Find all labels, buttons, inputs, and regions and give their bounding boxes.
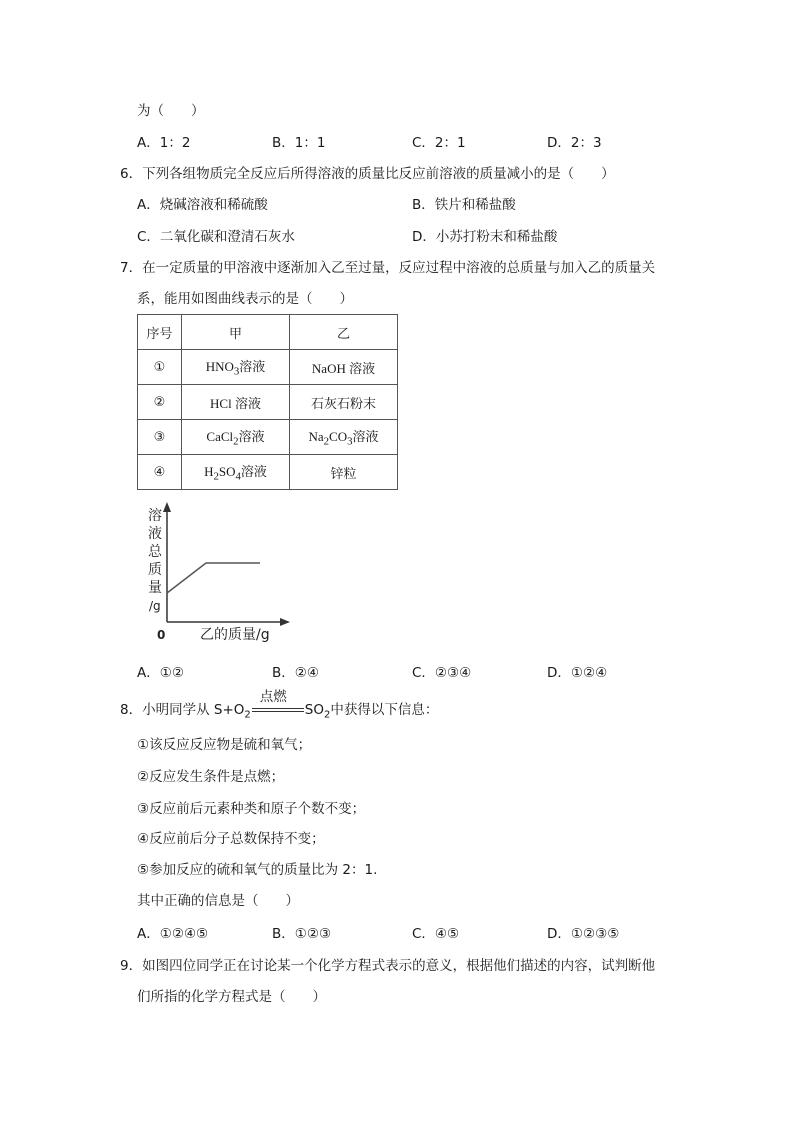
q8-stem-pre: 8．小明同学从 S+O (120, 702, 245, 718)
q8-item-2: ②反应发生条件是点燃； (137, 769, 285, 785)
q8-option-b: B．①②③ (272, 926, 332, 942)
q6-option-a: A．烧碱溶液和稀硫酸 (137, 197, 268, 213)
row-jia: $H_2SO_4$溶液 (182, 455, 290, 490)
table-header-jia: 甲 (182, 315, 290, 350)
y-label-char: 溶 (148, 508, 162, 524)
q5-option-b: B．1：1 (272, 135, 326, 151)
q8-reaction-arrow (251, 689, 305, 718)
q8-stem (120, 689, 439, 726)
q5-option-c: C．2：1 (412, 135, 466, 151)
row-jia: CaCl$_2$溶液 (182, 420, 290, 455)
y-label-char: 液 (148, 526, 162, 542)
q5-stem-tail: 为（ ） (137, 103, 205, 119)
row-jia: $HNO_3$溶液 (182, 350, 290, 385)
row-index: ① (138, 350, 182, 385)
q8-option-a: A．①②④⑤ (137, 926, 209, 942)
table-header-index: 序号 (138, 315, 182, 350)
table-row (138, 350, 398, 385)
q7-option-c: C．②③④ (412, 665, 472, 681)
x-label: 乙的质量/g (200, 627, 270, 643)
q8-stem-post: 中获得以下信息： (330, 702, 439, 718)
q7-stem-line1: 7．在一定质量的甲溶液中逐渐加入乙至过量，反应过程中溶液的总质量与加入乙的质量关 (120, 260, 656, 276)
row-yi: NaOH 溶液 (290, 350, 398, 385)
q7-option-a: A．①② (137, 665, 184, 681)
row-index: ③ (138, 420, 182, 455)
table-row (138, 385, 398, 420)
row-index: ② (138, 385, 182, 420)
origin-label: 0 (157, 628, 166, 642)
q8-question: 其中正确的信息是（ ） (137, 893, 299, 909)
q6-option-c: C．二氧化碳和澄清石灰水 (137, 229, 295, 245)
q8-item-4: ④反应前后分子总数保持不变； (137, 831, 325, 847)
q9-stem-line2: 们所指的化学方程式是（ ） (137, 989, 326, 1005)
q8-option-d: D．①②③⑤ (547, 926, 620, 942)
q8-item-1: ①该反应反应物是硫和氧气； (137, 737, 312, 753)
q6-option-d: D．小苏打粉末和稀盐酸 (412, 229, 558, 245)
row-yi: $Na_2CO_3$溶液 (290, 420, 398, 455)
row-yi: 石灰石粉末 (290, 385, 398, 420)
q8-product: SO (304, 702, 324, 718)
q8-condition: 点燃 (259, 689, 287, 705)
q8-item-5: ⑤参加反应的硫和氧气的质量比为 2：1. (137, 862, 378, 878)
q7-option-d: D．①②④ (547, 665, 608, 681)
mass-curve (167, 563, 260, 593)
y-axis-arrow (163, 502, 171, 512)
table-row (138, 455, 398, 490)
q7-stem-line2: 系，能用如图曲线表示的是（ ） (137, 291, 353, 307)
row-jia: HCl 溶液 (182, 385, 290, 420)
q7-option-b: B．②④ (272, 665, 319, 681)
y-unit: /g (149, 599, 161, 613)
q6-option-b: B．铁片和稀盐酸 (412, 197, 516, 213)
q5-option-d: D．2：3 (547, 135, 602, 151)
row-yi: 锌粒 (290, 455, 398, 490)
q7-mass-graph (140, 498, 300, 648)
q7-reagent-table (137, 314, 398, 490)
q8-product-sub: 2 (323, 709, 331, 721)
table-header-row (138, 315, 398, 350)
y-label-char: 量 (148, 580, 162, 596)
q9-stem-line1: 9．如图四位同学正在讨论某一个化学方程式表示的意义，根据他们描述的内容，试判断他 (120, 958, 656, 974)
q8-option-c: C．④⑤ (412, 926, 460, 942)
q5-option-a: A．1：2 (137, 135, 191, 151)
x-axis-arrow (280, 618, 290, 626)
y-label-char: 质 (148, 562, 162, 578)
y-label-char: 总 (148, 544, 162, 560)
table-row (138, 420, 398, 455)
q8-item-3: ③反应前后元素种类和原子个数不变； (137, 801, 366, 817)
table-header-yi: 乙 (290, 315, 398, 350)
row-index: ④ (138, 455, 182, 490)
q6-stem: 6．下列各组物质完全反应后所得溶液的质量比反应前溶液的质量减小的是（ ） (120, 166, 615, 182)
q8-o-sub: 2 (244, 709, 251, 721)
